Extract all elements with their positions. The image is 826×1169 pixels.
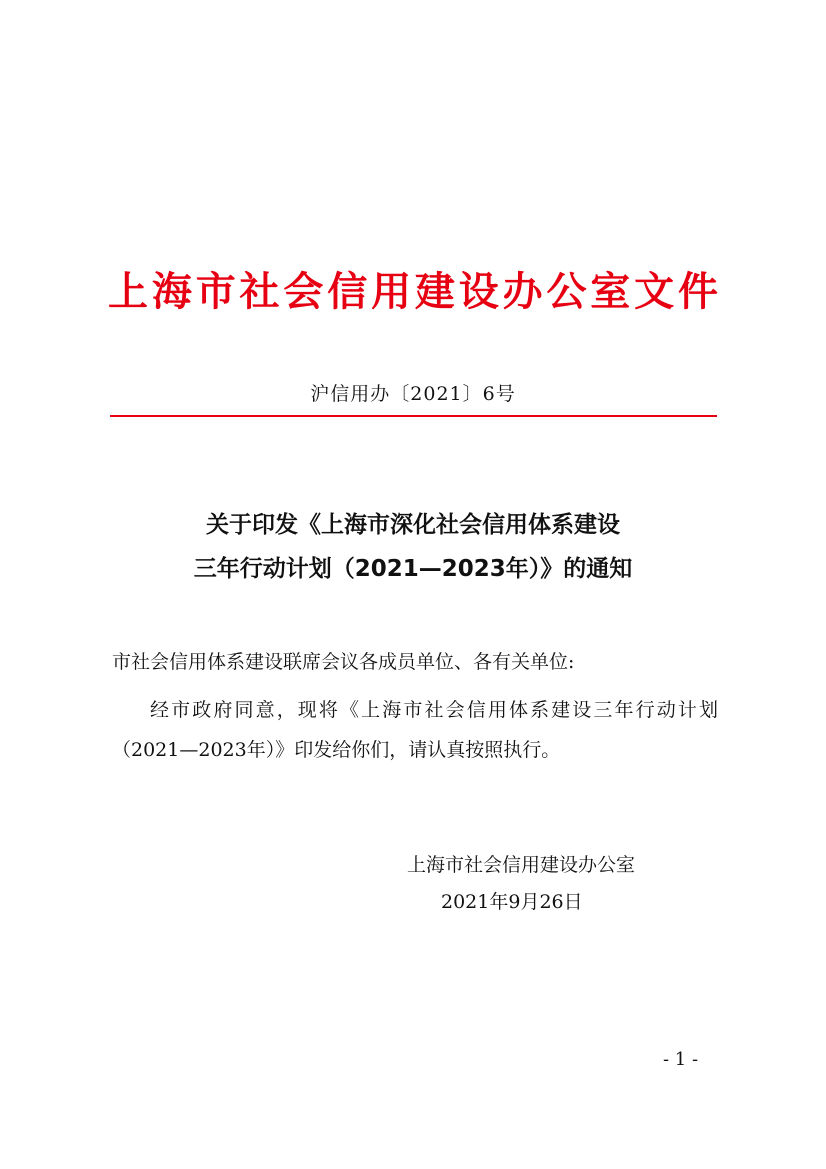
header-char: 室 bbox=[590, 268, 631, 315]
notice-title-line-2: 三年行动计划（2021—2023年）》的通知 bbox=[193, 556, 633, 582]
document-number: 沪信用办〔2021〕6号 bbox=[310, 383, 516, 405]
header-char: 用 bbox=[371, 268, 412, 315]
issue-date: 2021年9月26日 bbox=[441, 891, 583, 913]
header-char: 海 bbox=[151, 268, 192, 315]
header-char: 公 bbox=[546, 268, 587, 315]
header-char: 办 bbox=[502, 268, 543, 315]
notice-title-line-1: 关于印发《上海市深化社会信用体系建设 bbox=[206, 512, 620, 538]
header-char: 市 bbox=[195, 268, 236, 315]
notice-title bbox=[0, 503, 826, 591]
red-divider-line bbox=[110, 415, 717, 417]
header-char: 会 bbox=[283, 268, 324, 315]
header-char: 信 bbox=[327, 268, 368, 315]
issuer-signature: 上海市社会信用建设办公室 bbox=[407, 854, 636, 876]
salutation: 市社会信用体系建设联席会议各成员单位、各有关单位: bbox=[112, 651, 575, 673]
header-char: 社 bbox=[239, 268, 280, 315]
red-header-title bbox=[108, 262, 718, 322]
header-char: 上 bbox=[108, 268, 148, 315]
header-char: 件 bbox=[677, 268, 718, 315]
header-char: 设 bbox=[458, 268, 499, 315]
header-char: 建 bbox=[414, 268, 455, 315]
header-char: 文 bbox=[634, 268, 675, 315]
body-paragraph: 经市政府同意，现将《上海市社会信用体系建设三年行动计划（2021—2023年）》印发给你们，请认真按照执行。 bbox=[112, 699, 718, 761]
page-number: - 1 - bbox=[663, 1049, 699, 1070]
